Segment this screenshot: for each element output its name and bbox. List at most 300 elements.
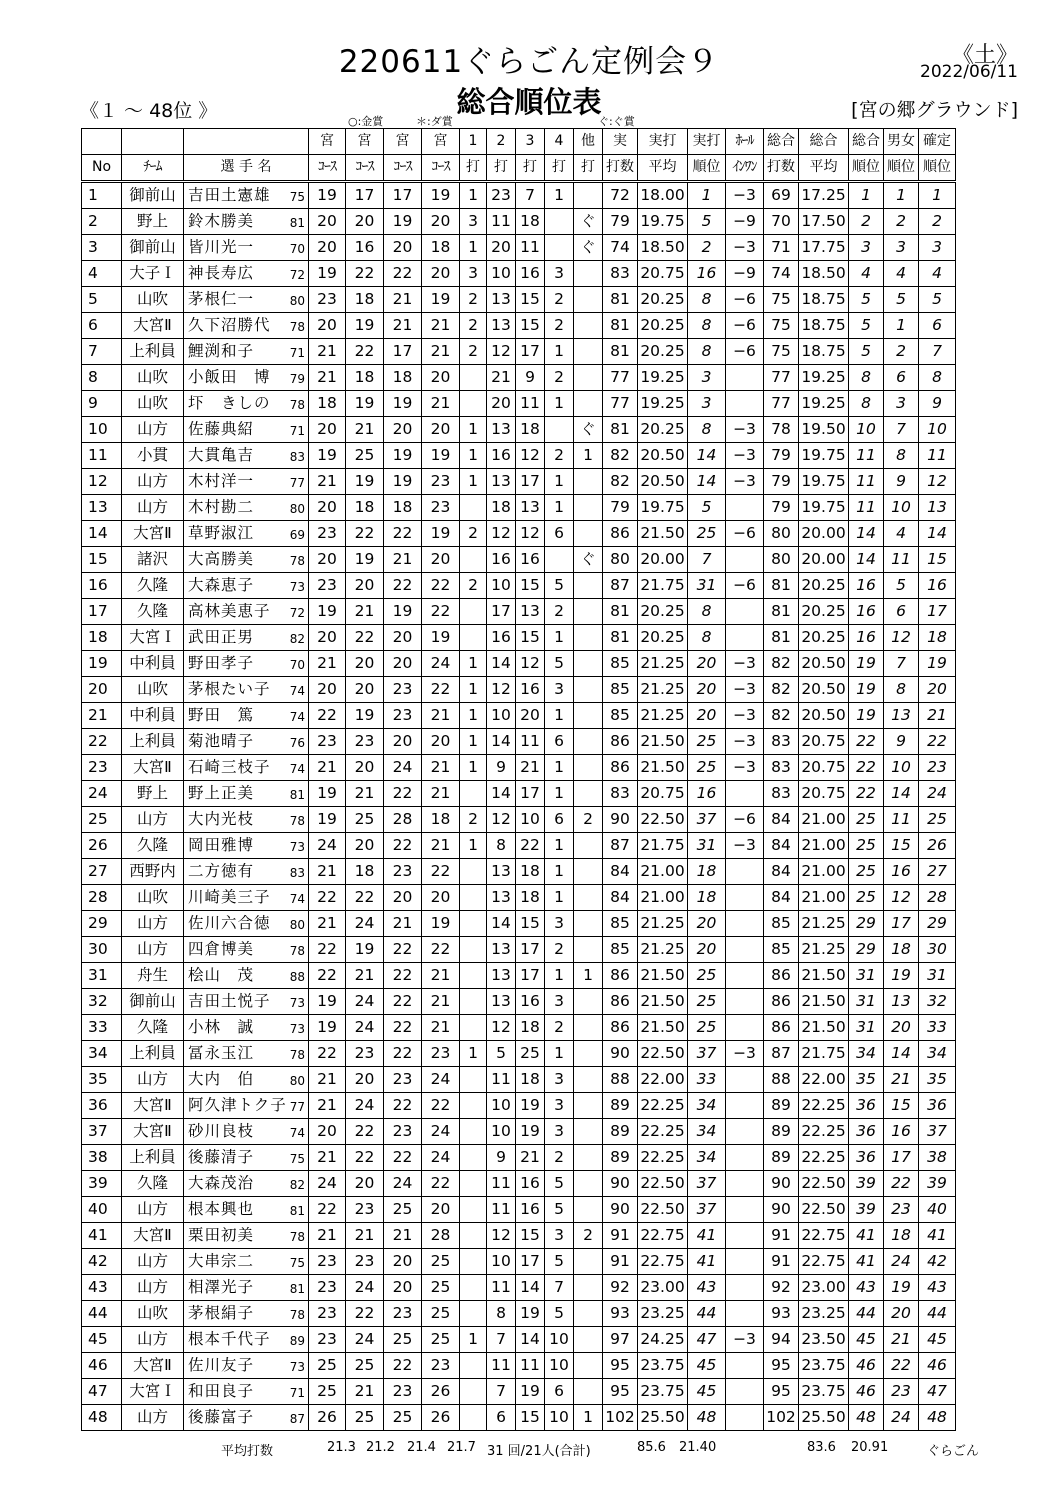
- header-avg-rank-top: 実打: [688, 129, 726, 155]
- cell-h2: 11: [487, 1067, 516, 1093]
- cell-avg-rank: 3: [688, 365, 726, 391]
- cell-c2: 24: [346, 1327, 384, 1353]
- cell-strokes: 77: [603, 391, 638, 417]
- cell-c1: 19: [309, 989, 346, 1015]
- header-hole3-top: 3: [516, 129, 545, 155]
- cell-final-rank: 30: [919, 937, 956, 963]
- cell-total-avg: 25.50: [799, 1405, 849, 1431]
- cell-gender-rank: 14: [884, 1041, 919, 1067]
- cell-strokes: 74: [603, 235, 638, 261]
- player-age: 79: [289, 372, 305, 386]
- cell-c4: 24: [422, 1119, 460, 1145]
- cell-team: 大宮Ⅱ: [122, 1093, 184, 1119]
- cell-gender-rank: 18: [884, 937, 919, 963]
- cell-h1: 2: [460, 521, 487, 547]
- cell-total: 77: [764, 365, 799, 391]
- cell-c2: 19: [346, 937, 384, 963]
- cell-h4: 1: [545, 625, 574, 651]
- cell-no: 22: [82, 729, 122, 755]
- player-name-cell: [184, 495, 309, 521]
- cell-h1: [460, 885, 487, 911]
- table-row: [82, 1353, 956, 1379]
- footer-rounds: 31 回/21人(合計): [487, 1444, 591, 1459]
- cell-h1: [460, 1353, 487, 1379]
- cell-final-rank: 6: [919, 313, 956, 339]
- cell-h3: 17: [516, 339, 545, 365]
- cell-hio: [726, 1093, 764, 1119]
- cell-c3: 22: [384, 989, 422, 1015]
- cell-c1: 24: [309, 833, 346, 859]
- header-total-avg-bottom: 平均: [799, 155, 849, 182]
- cell-avg-rank: 43: [688, 1275, 726, 1301]
- cell-c3: 22: [384, 573, 422, 599]
- cell-c3: 23: [384, 677, 422, 703]
- cell-h1: [460, 1197, 487, 1223]
- cell-h1: 1: [460, 651, 487, 677]
- cell-final-rank: 45: [919, 1327, 956, 1353]
- cell-h1: 1: [460, 417, 487, 443]
- cell-h1: [460, 989, 487, 1015]
- cell-h4: 10: [545, 1327, 574, 1353]
- cell-c3: 23: [384, 1301, 422, 1327]
- table-row: [82, 339, 956, 365]
- cell-gender-rank: 5: [884, 287, 919, 313]
- cell-avg-rank: 37: [688, 1041, 726, 1067]
- cell-team: 上利員: [122, 729, 184, 755]
- player-age: 70: [289, 658, 305, 672]
- player-name: 野田孝子: [188, 654, 255, 672]
- header-name-bottom: 選 手 名: [184, 155, 309, 182]
- cell-c1: 19: [309, 182, 346, 209]
- cell-total-rank: 5: [849, 287, 884, 313]
- cell-total: 75: [764, 313, 799, 339]
- cell-no: 46: [82, 1353, 122, 1379]
- cell-c3: 19: [384, 391, 422, 417]
- cell-h2: 10: [487, 1249, 516, 1275]
- cell-no: 34: [82, 1041, 122, 1067]
- cell-c4: 22: [422, 859, 460, 885]
- cell-h1: [460, 1301, 487, 1327]
- player-name-cell: [184, 1171, 309, 1197]
- cell-hio: [726, 1119, 764, 1145]
- cell-c2: 18: [346, 495, 384, 521]
- cell-c3: 20: [384, 651, 422, 677]
- cell-h3: 21: [516, 755, 545, 781]
- table-row: [82, 182, 956, 209]
- cell-avg-rank: 8: [688, 599, 726, 625]
- cell-total-rank: 36: [849, 1093, 884, 1119]
- footer-averages: [81, 1440, 1021, 1462]
- cell-no: 48: [82, 1405, 122, 1431]
- cell-hio: [726, 1301, 764, 1327]
- cell-total-avg: 19.75: [799, 443, 849, 469]
- cell-other: [574, 703, 603, 729]
- cell-avg-rank: 25: [688, 755, 726, 781]
- cell-h4: 1: [545, 1041, 574, 1067]
- legend-gu: ぐ:ぐ賞: [598, 115, 635, 128]
- cell-total-rank: 22: [849, 729, 884, 755]
- cell-avg: 22.50: [638, 807, 688, 833]
- cell-c4: 23: [422, 495, 460, 521]
- cell-total-avg: 22.75: [799, 1223, 849, 1249]
- cell-final-rank: 18: [919, 625, 956, 651]
- cell-c4: 25: [422, 1301, 460, 1327]
- table-row: [82, 1015, 956, 1041]
- cell-c1: 23: [309, 1327, 346, 1353]
- cell-other: ぐ: [574, 547, 603, 573]
- player-name: 佐川友子: [188, 1356, 255, 1374]
- header-team-top: [122, 129, 184, 155]
- table-row: [82, 651, 956, 677]
- table-row: [82, 1405, 956, 1431]
- cell-strokes: 85: [603, 937, 638, 963]
- cell-avg: 21.50: [638, 963, 688, 989]
- cell-final-rank: 47: [919, 1379, 956, 1405]
- cell-strokes: 81: [603, 417, 638, 443]
- cell-total-rank: 14: [849, 521, 884, 547]
- cell-avg: 22.25: [638, 1145, 688, 1171]
- player-age: 73: [289, 1360, 305, 1374]
- player-name-cell: [184, 599, 309, 625]
- cell-team: 山方: [122, 417, 184, 443]
- table-row: [82, 261, 956, 287]
- cell-total-avg: 22.00: [799, 1067, 849, 1093]
- player-name-cell: [184, 729, 309, 755]
- header-hole2-top: 2: [487, 129, 516, 155]
- cell-total-rank: 39: [849, 1197, 884, 1223]
- header-avg-rank-bottom: 順位: [688, 155, 726, 182]
- cell-total: 90: [764, 1171, 799, 1197]
- cell-gender-rank: 10: [884, 495, 919, 521]
- cell-total-rank: 45: [849, 1327, 884, 1353]
- cell-h1: [460, 1145, 487, 1171]
- cell-c3: 17: [384, 339, 422, 365]
- player-name-cell: [184, 911, 309, 937]
- cell-total-rank: 41: [849, 1223, 884, 1249]
- cell-avg-rank: 3: [688, 391, 726, 417]
- cell-total-avg: 23.50: [799, 1327, 849, 1353]
- cell-total: 84: [764, 807, 799, 833]
- player-name: 吉田土憲雄: [188, 186, 271, 204]
- cell-total-rank: 11: [849, 495, 884, 521]
- cell-c2: 20: [346, 833, 384, 859]
- cell-h4: [545, 417, 574, 443]
- player-age: 78: [289, 320, 305, 334]
- cell-c4: 21: [422, 339, 460, 365]
- cell-total: 81: [764, 625, 799, 651]
- cell-c1: 21: [309, 911, 346, 937]
- cell-hio: −3: [726, 833, 764, 859]
- table-row: [82, 911, 956, 937]
- cell-avg: 22.50: [638, 1041, 688, 1067]
- cell-no: 42: [82, 1249, 122, 1275]
- cell-no: 1: [82, 182, 122, 209]
- player-name-cell: [184, 417, 309, 443]
- cell-total-rank: 29: [849, 937, 884, 963]
- cell-avg: 18.00: [638, 182, 688, 209]
- table-row: [82, 1093, 956, 1119]
- cell-team: 山方: [122, 1249, 184, 1275]
- cell-avg-rank: 25: [688, 729, 726, 755]
- cell-other: [574, 469, 603, 495]
- event-date: 2022/06/11: [920, 62, 1018, 82]
- player-age: 75: [289, 1152, 305, 1166]
- player-name-cell: [184, 287, 309, 313]
- cell-total-rank: 19: [849, 651, 884, 677]
- player-name-cell: [184, 1353, 309, 1379]
- cell-hio: [726, 625, 764, 651]
- cell-h2: 14: [487, 781, 516, 807]
- player-age: 78: [289, 554, 305, 568]
- player-name: 後藤清子: [188, 1148, 255, 1166]
- header-hole2-bottom: 打: [487, 155, 516, 182]
- cell-total-rank: 1: [849, 182, 884, 209]
- cell-c2: 25: [346, 807, 384, 833]
- cell-h2: 20: [487, 235, 516, 261]
- footer-total-avg: 83.6: [807, 1440, 836, 1455]
- cell-c3: 23: [384, 1119, 422, 1145]
- cell-c2: 16: [346, 235, 384, 261]
- cell-team: 山吹: [122, 1301, 184, 1327]
- cell-total: 102: [764, 1405, 799, 1431]
- cell-team: 山吹: [122, 885, 184, 911]
- cell-h4: 3: [545, 1067, 574, 1093]
- header-course2-bottom: ｺｰｽ: [346, 155, 384, 182]
- cell-h4: 6: [545, 521, 574, 547]
- cell-team: 野上: [122, 209, 184, 235]
- cell-hio: −3: [726, 182, 764, 209]
- cell-total-avg: 19.75: [799, 469, 849, 495]
- cell-gender-rank: 13: [884, 989, 919, 1015]
- cell-avg: 20.00: [638, 547, 688, 573]
- cell-total-rank: 3: [849, 235, 884, 261]
- header-avg-bottom: 平均: [638, 155, 688, 182]
- cell-final-rank: 41: [919, 1223, 956, 1249]
- cell-total-avg: 21.25: [799, 937, 849, 963]
- cell-team: 山方: [122, 1067, 184, 1093]
- table-row: [82, 781, 956, 807]
- cell-c2: 20: [346, 1171, 384, 1197]
- table-row: [82, 235, 956, 261]
- cell-c3: 20: [384, 885, 422, 911]
- cell-h3: 20: [516, 703, 545, 729]
- cell-c4: 18: [422, 807, 460, 833]
- cell-hio: [726, 1405, 764, 1431]
- cell-total: 92: [764, 1275, 799, 1301]
- cell-c1: 23: [309, 521, 346, 547]
- cell-h2: 13: [487, 885, 516, 911]
- cell-total-avg: 21.25: [799, 911, 849, 937]
- cell-total: 87: [764, 1041, 799, 1067]
- player-name-cell: [184, 1275, 309, 1301]
- player-name: 大内光枝: [188, 810, 255, 828]
- player-name: 大内 伯: [188, 1070, 255, 1088]
- cell-gender-rank: 21: [884, 1327, 919, 1353]
- cell-c2: 18: [346, 859, 384, 885]
- cell-avg: 19.75: [638, 495, 688, 521]
- cell-c2: 19: [346, 313, 384, 339]
- cell-avg: 23.75: [638, 1353, 688, 1379]
- cell-c1: 22: [309, 1197, 346, 1223]
- player-name-cell: [184, 1405, 309, 1431]
- table-row: [82, 755, 956, 781]
- cell-h4: 1: [545, 885, 574, 911]
- table-row: [82, 885, 956, 911]
- cell-gender-rank: 3: [884, 235, 919, 261]
- cell-final-rank: 15: [919, 547, 956, 573]
- cell-avg: 20.25: [638, 339, 688, 365]
- cell-h4: 2: [545, 287, 574, 313]
- cell-strokes: 90: [603, 807, 638, 833]
- cell-c4: 20: [422, 365, 460, 391]
- player-name: 岡田雅博: [188, 836, 255, 854]
- cell-total: 84: [764, 885, 799, 911]
- cell-avg: 19.75: [638, 209, 688, 235]
- player-name-cell: [184, 1145, 309, 1171]
- cell-no: 3: [82, 235, 122, 261]
- cell-strokes: 88: [603, 1067, 638, 1093]
- cell-strokes: 82: [603, 443, 638, 469]
- cell-h4: 2: [545, 365, 574, 391]
- cell-no: 6: [82, 313, 122, 339]
- cell-avg: 23.75: [638, 1379, 688, 1405]
- cell-c2: 21: [346, 781, 384, 807]
- cell-c4: 20: [422, 209, 460, 235]
- cell-other: ぐ: [574, 209, 603, 235]
- cell-team: 山方: [122, 911, 184, 937]
- cell-team: 野上: [122, 781, 184, 807]
- cell-strokes: 86: [603, 1015, 638, 1041]
- cell-avg-rank: 20: [688, 703, 726, 729]
- player-name-cell: [184, 339, 309, 365]
- cell-h1: [460, 1067, 487, 1093]
- cell-final-rank: 22: [919, 729, 956, 755]
- cell-h2: 10: [487, 1119, 516, 1145]
- cell-no: 24: [82, 781, 122, 807]
- cell-h2: 14: [487, 911, 516, 937]
- cell-c3: 17: [384, 182, 422, 209]
- cell-no: 45: [82, 1327, 122, 1353]
- cell-c4: 18: [422, 235, 460, 261]
- cell-c1: 22: [309, 937, 346, 963]
- cell-total-rank: 41: [849, 1249, 884, 1275]
- cell-gender-rank: 19: [884, 1275, 919, 1301]
- header-avg-top: 実打: [638, 129, 688, 155]
- cell-strokes: 87: [603, 573, 638, 599]
- cell-total-rank: 4: [849, 261, 884, 287]
- cell-total-avg: 20.00: [799, 521, 849, 547]
- cell-total-avg: 17.50: [799, 209, 849, 235]
- cell-final-rank: 26: [919, 833, 956, 859]
- cell-other: ぐ: [574, 417, 603, 443]
- cell-avg: 24.25: [638, 1327, 688, 1353]
- cell-h2: 13: [487, 313, 516, 339]
- player-name: 草野淑江: [188, 524, 255, 542]
- cell-c3: 21: [384, 547, 422, 573]
- cell-hio: −9: [726, 261, 764, 287]
- cell-h3: 16: [516, 1197, 545, 1223]
- header-other-top: 他: [574, 129, 603, 155]
- cell-hio: −3: [726, 651, 764, 677]
- cell-team: 山方: [122, 469, 184, 495]
- cell-avg: 19.25: [638, 365, 688, 391]
- player-age: 78: [289, 1048, 305, 1062]
- cell-c4: 22: [422, 1093, 460, 1119]
- cell-c3: 23: [384, 1379, 422, 1405]
- cell-h2: 13: [487, 963, 516, 989]
- player-name: 四倉博美: [188, 940, 255, 958]
- header-total-rank-top: 総合: [849, 129, 884, 155]
- cell-h3: 15: [516, 1405, 545, 1431]
- cell-c2: 20: [346, 209, 384, 235]
- cell-total-rank: 36: [849, 1145, 884, 1171]
- header-row-top: [82, 129, 956, 155]
- cell-hio: [726, 391, 764, 417]
- cell-team: 山吹: [122, 287, 184, 313]
- cell-h4: 3: [545, 989, 574, 1015]
- cell-h3: 11: [516, 729, 545, 755]
- cell-gender-rank: 17: [884, 1145, 919, 1171]
- cell-strokes: 92: [603, 1275, 638, 1301]
- cell-total-rank: 25: [849, 833, 884, 859]
- player-age: 72: [289, 606, 305, 620]
- cell-h4: 1: [545, 833, 574, 859]
- cell-avg-rank: 8: [688, 339, 726, 365]
- cell-avg: 21.50: [638, 755, 688, 781]
- table-row: [82, 1067, 956, 1093]
- cell-avg: 20.25: [638, 417, 688, 443]
- cell-c1: 21: [309, 1093, 346, 1119]
- cell-final-rank: 25: [919, 807, 956, 833]
- cell-team: 大宮Ⅱ: [122, 755, 184, 781]
- cell-avg-rank: 47: [688, 1327, 726, 1353]
- player-name: 川崎美三子: [188, 888, 271, 906]
- cell-total-rank: 36: [849, 1119, 884, 1145]
- cell-h2: 13: [487, 989, 516, 1015]
- cell-total-rank: 22: [849, 755, 884, 781]
- cell-total-avg: 20.75: [799, 755, 849, 781]
- cell-h1: [460, 781, 487, 807]
- cell-c2: 21: [346, 963, 384, 989]
- cell-hio: −3: [726, 1041, 764, 1067]
- cell-avg-rank: 41: [688, 1249, 726, 1275]
- footer-total-avg-avg: 20.91: [851, 1440, 889, 1455]
- cell-no: 11: [82, 443, 122, 469]
- cell-h4: 2: [545, 443, 574, 469]
- player-name-cell: [184, 261, 309, 287]
- cell-total-rank: 19: [849, 703, 884, 729]
- cell-final-rank: 13: [919, 495, 956, 521]
- cell-h4: 1: [545, 781, 574, 807]
- cell-h3: 18: [516, 885, 545, 911]
- cell-h3: 18: [516, 417, 545, 443]
- cell-team: 山方: [122, 1405, 184, 1431]
- cell-other: [574, 1275, 603, 1301]
- cell-total-avg: 21.00: [799, 885, 849, 911]
- cell-gender-rank: 22: [884, 1353, 919, 1379]
- cell-h1: 1: [460, 677, 487, 703]
- table-row: [82, 313, 956, 339]
- player-name: 二方徳有: [188, 862, 255, 880]
- cell-c4: 20: [422, 261, 460, 287]
- cell-final-rank: 21: [919, 703, 956, 729]
- cell-strokes: 85: [603, 651, 638, 677]
- cell-avg-rank: 8: [688, 287, 726, 313]
- cell-c2: 20: [346, 573, 384, 599]
- cell-c1: 20: [309, 625, 346, 651]
- footer-course1-avg: 21.3: [327, 1440, 356, 1455]
- cell-other: [574, 1171, 603, 1197]
